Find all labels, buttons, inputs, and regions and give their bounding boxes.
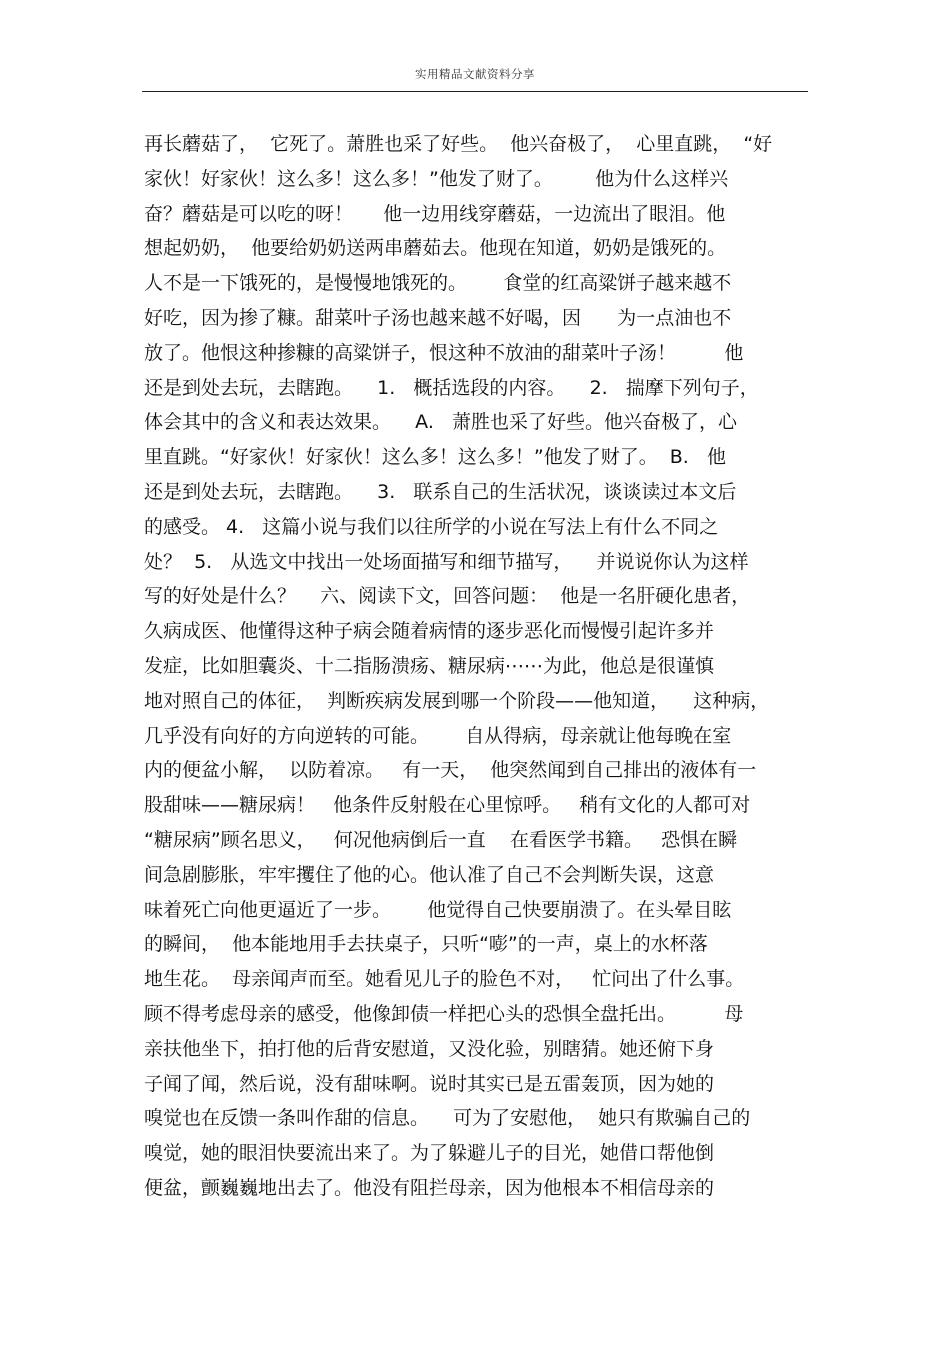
text-line: 股甜味——糖尿病！ 他条件反射般在心里惊呼。 稍有文化的人都可对 (144, 794, 751, 817)
text-line: 子闻了闻，然后说，没有甜味啊。说时其实已是五雷轰顶，因为她的 (144, 1072, 715, 1095)
text-line: 再长蘑菇了， 它死了。萧胜也采了好些。 他兴奋极了， 心里直跳， “好 (144, 133, 773, 155)
text-line: “糖尿病”顾名思义， 何况他病倒后一直 在看医学书籍。 恐惧在瞬 (144, 828, 738, 851)
page-header: 实用精品文献资料分享 (415, 67, 535, 81)
text-line: 嗅觉也在反馈一条叫作甜的信息。 可为了安慰他， 她只有欺骗自己的 (144, 1107, 751, 1130)
text-line: 的感受。 4. 这篇小说与我们以往所学的小说在写法上有什么不同之 (144, 515, 719, 538)
text-line: 地对照自己的体征， 判断疾病发展到哪一个阶段——他知道， 这种病， (144, 689, 770, 712)
text-line: 里直跳。“好家伙！好家伙！这么多！这么多！”他发了财了。 B. 他 (144, 446, 726, 469)
text-line: 地生花。 母亲闻声而至。她看见儿子的脸色不对， 忙问出了什么事。 (144, 968, 745, 991)
text-line: 还是到处去玩，去瞎跑。 1. 概括选段的内容。 2. 揣摩下列句子， (144, 376, 759, 399)
text-line: 亲扶他坐下，拍打他的后背安慰道，又没化验，别瞎猜。她还俯下身 (144, 1037, 715, 1060)
text-line: 久病成医、他懂得这种子病会随着病情的逐步恶化而慢慢引起许多并 (144, 620, 715, 643)
text-line: 还是到处去玩，去瞎跑。 3. 联系自己的生活状况，谈谈读过本文后 (144, 480, 737, 503)
header-divider (142, 91, 808, 92)
text-line: 体会其中的含义和表达效果。 A. 萧胜也采了好些。他兴奋极了，心 (144, 411, 737, 434)
text-line: 奋？蘑菇是可以吃的呀！ 他一边用线穿蘑菇，一边流出了眼泪。他 (144, 202, 726, 225)
text-line: 的瞬间， 他本能地用手去扶桌子，只听“嘭”的一声，桌上的水杯落 (144, 933, 708, 956)
document-body (144, 127, 814, 1206)
text-line: 放了。他恨这种掺糠的高粱饼子，恨这种不放油的甜菜叶子汤！ 他 (144, 341, 744, 364)
text-line: 顾不得考虑母亲的感受，他像卸债一样把心头的恐惧全盘托出。 母 (144, 1002, 744, 1025)
text-line: 想起奶奶， 他要给奶奶送两串蘑茹去。他现在知道，奶奶是饿死的。 (144, 237, 727, 260)
text-line: 内的便盆小解， 以防着凉。 有一天， 他突然闻到自己排出的液体有一 (144, 759, 757, 782)
text-line: 嗅觉，她的眼泪快要流出来了。为了躲避儿子的目光，她借口帮他倒 (144, 1142, 715, 1165)
text-line: 便盆，颤巍巍地出去了。他没有阻拦母亲，因为他根本不相信母亲的 (144, 1176, 715, 1199)
text-line: 家伙！好家伙！这么多！这么多！”他发了财了。 他为什么这样兴 (144, 167, 729, 190)
text-line: 味着死亡向他更逼近了一步。 他觉得自己快要崩溃了。在头晕目眩 (144, 898, 732, 921)
text-line: 几乎没有向好的方向逆转的可能。 自从得病，母亲就让他每晚在室 (144, 724, 732, 747)
text-line: 好吃，因为掺了糠。甜菜叶子汤也越来越不好喝，因 为一点油也不 (144, 306, 732, 329)
text-line: 间急剧膨胀，牢牢攫住了他的心。他认准了自己不会判断失误，这意 (144, 863, 715, 886)
text-line: 处？ 5. 从选文中找出一处场面描写和细节描写， 并说说你认为这样 (144, 550, 749, 573)
text-line: 人不是一下饿死的，是慢慢地饿死的。 食堂的红高粱饼子越来越不 (144, 272, 732, 295)
text-line: 写的好处是什么？ 六、阅读下文，回答问题： 他是一名肝硬化患者， (144, 585, 751, 608)
text-line: 发症，比如胆囊炎、十二指肠溃疡、糖尿病⋯⋯为此，他总是很谨慎 (144, 654, 715, 677)
